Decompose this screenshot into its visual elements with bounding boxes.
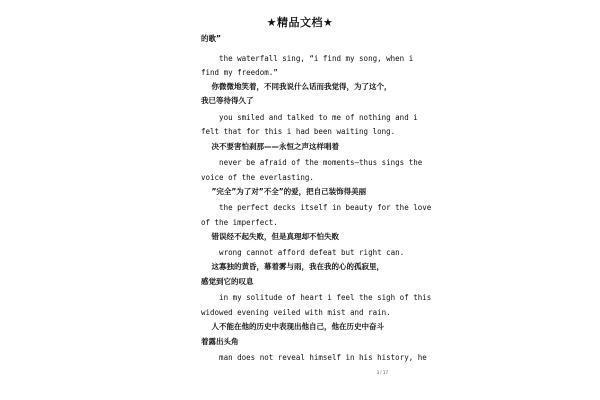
text-line: 的歌” [201, 34, 221, 43]
text-line: 你微微地笑着，不同我说什么话而我觉得，为了这个， [201, 82, 392, 91]
text-line: ”完全”为了对”不全”的爱，把自己装饰得美丽 [201, 187, 367, 196]
text-line: 决不要害怕刹那——永恒之声这样唱着 [201, 142, 339, 151]
text-line: felt that for this i had been waiting long. [201, 127, 396, 136]
text-line: 这寡独的黄昏，幕着雾与雨，我在我的心的孤寂里， [201, 262, 384, 271]
text-line: in my solitude of heart i feel the sigh of this [201, 293, 432, 302]
text-line: wrong cannot afford defeat but right can. [201, 248, 405, 257]
text-line: find my freedom.” [201, 68, 278, 77]
text-line: 着露出头角 [201, 337, 239, 346]
text-line: you smiled and talked to me of nothing and i [201, 113, 418, 122]
text-line: 感觉到它的叹息 [201, 277, 254, 286]
document-header: ★精品文档★ [266, 16, 334, 29]
text-line: 我已等待得久了 [201, 96, 254, 105]
text-line: widowed evening veiled with mist and rain. [201, 308, 391, 317]
text-line: never be afraid of the moments—thus sings the [201, 158, 423, 167]
text-line: 人不能在他的历史中表现出他自己，他在历史中奋斗 [201, 322, 384, 331]
text-line: voice of the everlasting. [201, 173, 314, 182]
text-line: 错误经不起失败，但是真理却不怕失败 [201, 232, 339, 241]
text-line: man does not reveal himself in his history, he [201, 353, 427, 362]
text-line: the waterfall sing, “i find my song, when i [201, 54, 414, 63]
page-number: 3 / 17 [376, 370, 388, 375]
text-line: of the imperfect. [201, 218, 278, 227]
text-line: the perfect decks itself in beauty for the love [201, 203, 432, 212]
